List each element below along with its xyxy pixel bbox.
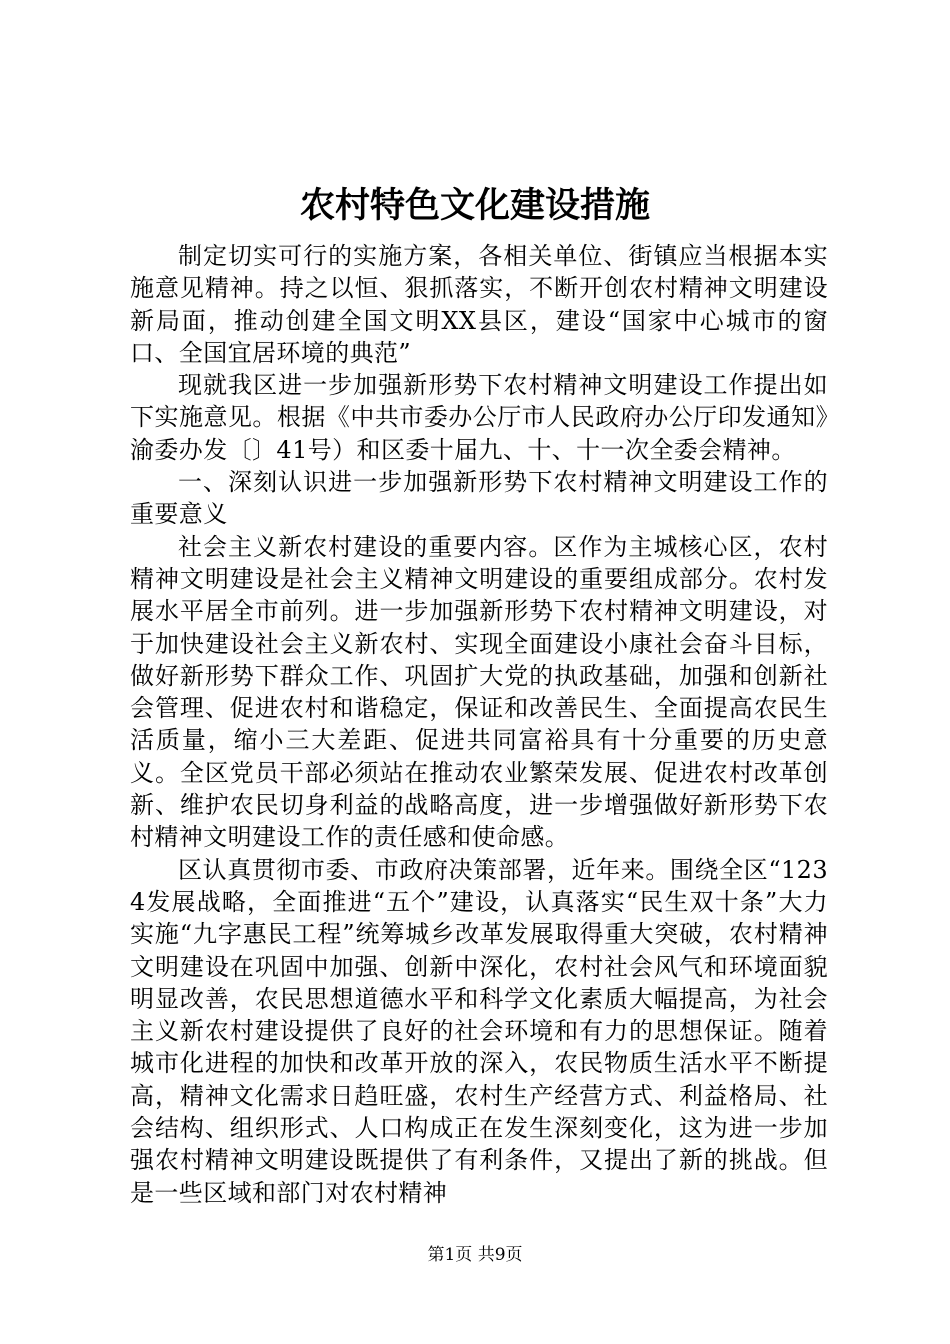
page-number-footer: 第1页 共9页 [427,1245,523,1265]
paragraph: 区认真贯彻市委、市政府决策部署，近年来。围绕全区“1234发展战略，全面推进“五个”建设，认真落实“民生双十条”大力实施“九字惠民工程”统筹城乡改革发展取得重大突破，农村精神文明建设在巩固中加强、创新中深化，农村社会风气和环境面貌明显改善，农民思想道德水平和科学文化素质大幅提高，为社会主义新农村建设提供了良好的社会环境和有力的思想保证。随着城市化进程的加快和改革开放的深入，农民物质生活水平不断提高，精神文化需求日趋旺盛，农村生产经营方式、利益格局、社会结构、组织形式、人口构成正在发生深刻变化，这为进一步加强农村精神文明建设既提供了有利条件，又提出了新的挑战。但是一些区域和部门对农村精神 [130,855,828,1207]
section-heading: 一、深刻认识进一步加强新形势下农村精神文明建设工作的重要意义 [130,468,828,529]
paragraph: 制定切实可行的实施方案，各相关单位、街镇应当根据本实施意见精神。持之以恒、狠抓落实，不断开创农村精神文明建设新局面，推动创建全国文明XX县区，建设“国家中心城市的窗口、全国宜居环境的典范” [130,242,828,367]
document-title: 农村特色文化建设措施 [299,185,650,226]
document-body [130,240,828,1209]
paragraph: 社会主义新农村建设的重要内容。区作为主城核心区，农村精神文明建设是社会主义精神文明建设的重要组成部分。农村发展水平居全市前列。进一步加强新形势下农村精神文明建设，对于加快建设社会主义新农村、实现全面建设小康社会奋斗目标，做好新形势下群众工作、巩固扩大党的执政基础，加强和创新社会管理、促进农村和谐稳定，保证和改善民生、全面提高农民生活质量，缩小三大差距、促进共同富裕具有十分重要的历史意义。全区党员干部必须站在推动农业繁荣发展、促进农村改革创新、维护农民切身利益的战略高度，进一步增强做好新形势下农村精神文明建设工作的责任感和使命感。 [130,532,828,852]
paragraph: 现就我区进一步加强新形势下农村精神文明建设工作提出如下实施意见。根据《中共市委办公厅市人民政府办公厅印发通知》渝委办发〔〕41号）和区委十届九、十、十一次全委会精神。 [130,371,828,464]
